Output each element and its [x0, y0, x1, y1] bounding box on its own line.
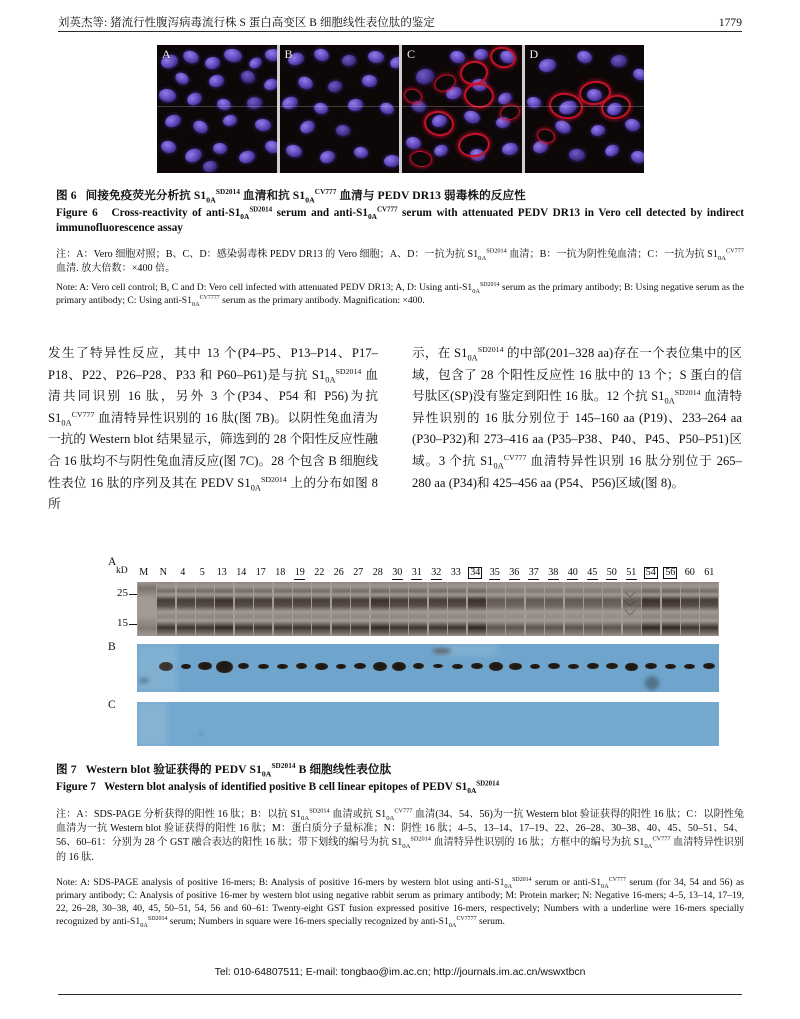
gel-lane-label-50	[602, 567, 622, 580]
gel-b-band-22	[315, 663, 328, 670]
gel-lane-label-text: M	[139, 567, 149, 578]
gel-a-lane-14	[235, 582, 253, 636]
gel-b-band-61	[703, 663, 715, 669]
gel-lane-label-text: 56	[665, 567, 676, 578]
gel-lane-label-text: 31	[411, 567, 422, 578]
gel-lane-label-text: 19	[294, 567, 305, 578]
figure7-note-en	[56, 876, 744, 928]
gel-lane-label-54	[641, 567, 661, 580]
figure7-note-cn-text: 注：A：SDS-PAGE 分析获得的阳性 16 肽；B：以抗 $S1_{0A}^{SD2014}$ 血清或抗 $S1_{0A}^{CV777}$ 血清(34、54、56)为一抗 Western blot 验证获得的阳性 16 肽；C：以阴性兔血清为一抗 Western blot 验证获得的阳性 16 肽；M：蛋白质分子量标准；N：阴性 16 肽；4–5、13–14、17–19、22、26–28、30–38、40、45、50–51、54、56、60–61：分别为 28 个 GST 融合表达的阳性 16 肽；带下划线的编号为抗 $S1_{0A}^{SD2014}$ 血清特异性识别的 16 肽；方框中的编号为抗 $S1_{0A}^{CV777}$ 血清特异性识别的 16 肽.	[56, 807, 744, 863]
gel-a-lane-28	[371, 582, 389, 636]
figure7-caption-cn	[56, 762, 744, 778]
gel-lane-label-N	[154, 567, 174, 580]
gel-b-band-19	[296, 663, 307, 669]
gel-b-band-4	[181, 664, 191, 669]
gel-lane-label-text: 5	[199, 567, 205, 578]
gel-b-band-30	[392, 662, 406, 671]
gel-a-lane-56	[662, 582, 680, 636]
gel-b-band-14	[238, 663, 249, 669]
gel-panel-b-letter: B	[108, 641, 116, 653]
figure6-caption-en-number: Figure 6	[56, 207, 98, 219]
figure7-gel-composite	[108, 556, 722, 748]
gel-lane-label-34	[466, 567, 486, 580]
gel-b-band-37	[530, 664, 540, 669]
gel-lane-label-22	[310, 567, 330, 580]
gel-lane-label-30	[388, 567, 408, 580]
gel-lane-label-45	[583, 567, 603, 580]
figure7-caption-cn-text: Western blot 验证获得的 PEDV $S1_{0A}^{SD2014}$ B 细胞线性表位肽	[85, 762, 392, 779]
scan-line	[157, 106, 277, 107]
gel-lane-label-32	[427, 567, 447, 580]
gel-a-lane-38	[545, 582, 563, 636]
figure6-note-en	[56, 281, 744, 307]
gel-kd-unit-label: kD	[116, 565, 128, 576]
figure6-note-cn	[56, 248, 744, 276]
gel-panel-c-letter: C	[108, 699, 116, 711]
gel-b-band-5	[198, 662, 212, 670]
scan-line	[280, 106, 400, 107]
body-column-right-text: 示，在 $S1_{0A}^{SD2014}$ 的中部(201–328 aa)存在一个表位集中的区域，包含了 28 个阳性反应性 16 肽中的 13 个；S 蛋白的信号肽区(SP)没有鉴定到阳性 16 肽。12 个抗 $S1_{0A}^{SD2014}$ 血清特异性识别的 16 肽分别位于 145–160 aa (P19)、233–264 aa (P30–P32)和 273–416 aa (P35–P38、P40、P45、P50–P51)区域。3 个抗 $S1_{0A}^{CV777}$ 血清特异性识别 16 肽分别位于 265–280 aa (P34)和 425–456 aa (P54、P56)区域(图 8)。	[412, 344, 742, 490]
gel-a-lane-54	[642, 582, 660, 636]
gel-b-band-50	[606, 663, 618, 669]
ifa-panel-a	[157, 45, 277, 173]
gel-panel-b-image	[137, 644, 719, 692]
gel-b-band-36	[509, 663, 522, 670]
gel-lane-label-38	[544, 567, 564, 580]
gel-a-lane-26	[332, 582, 350, 636]
gel-lane-label-text: 32	[431, 567, 442, 578]
gel-lane-label-17	[251, 567, 271, 580]
figure6-caption-cn-number: 图 6	[56, 189, 77, 202]
figure6-caption-cn-text: 间接免疫荧光分析抗 $S1_{0A}^{SD2014}$ 血清和抗 $S1_{0A}^{CV777}$ 血清与 PEDV DR13 弱毒株的反应性	[85, 188, 526, 205]
gel-lane-label-27	[349, 567, 369, 580]
figure6-caption-en	[56, 206, 744, 235]
body-column-right	[412, 343, 742, 494]
gel-b-band-32	[433, 664, 443, 668]
figure7-caption-en	[56, 780, 744, 795]
gel-a-lane-32	[429, 582, 447, 636]
gel-lane-label-26	[329, 567, 349, 580]
gel-b-band-17	[258, 664, 269, 669]
gel-lane-label-text: 38	[548, 567, 559, 578]
gel-lane-label-text: 61	[704, 567, 715, 578]
gel-b-band-34	[471, 663, 483, 669]
gel-lane-label-text: 45	[587, 567, 598, 578]
gel-lane-label-13	[212, 567, 232, 580]
gel-a-lane-45	[584, 582, 602, 636]
footer-rule	[58, 994, 742, 995]
ifa-panel-a-label: A	[162, 47, 171, 61]
gel-a-lane-container	[137, 582, 719, 636]
gel-lane-label-text: 60	[684, 567, 695, 578]
gel-a-lane-4	[177, 582, 195, 636]
gel-lane-label-text: 17	[255, 567, 266, 578]
ifa-panel-d-label: D	[529, 47, 539, 61]
mw-marker-15: 15	[117, 617, 128, 629]
gel-lane-label-40	[563, 567, 583, 580]
gel-a-lane-37	[526, 582, 544, 636]
gel-lane-label-18	[271, 567, 291, 580]
ifa-panel-b	[280, 45, 400, 173]
gel-lane-label-row	[134, 567, 719, 580]
gel-lane-label-61	[700, 567, 720, 580]
gel-a-lane-N	[157, 582, 175, 636]
gel-lane-label-text: 40	[567, 567, 578, 578]
gel-lane-label-4	[173, 567, 193, 580]
gel-a-lane-22	[312, 582, 330, 636]
gel-lane-label-text: 13	[216, 567, 227, 578]
body-column-left	[48, 343, 378, 516]
gel-b-band-container	[137, 644, 719, 692]
gel-a-lane-50	[603, 582, 621, 636]
ifa-panel-b-label: B	[284, 47, 293, 61]
gel-lane-label-56	[661, 567, 681, 580]
gel-a-lane-60	[681, 582, 699, 636]
scan-line	[402, 106, 522, 107]
gel-lane-label-36	[505, 567, 525, 580]
gel-lane-label-text: N	[159, 567, 167, 578]
running-head-title: 刘英杰等: 猪流行性腹泻病毒流行株 S 蛋白高变区 B 细胞线性表位肽的鉴定	[58, 17, 435, 29]
gel-b-band-38	[548, 663, 560, 669]
gel-panel-a-letter: A	[108, 556, 117, 568]
header-rule	[58, 31, 742, 32]
figure6-image-strip	[157, 45, 644, 173]
gel-lane-label-text: 50	[606, 567, 617, 578]
gel-b-band-13	[216, 661, 233, 673]
gel-a-lane-M	[138, 582, 156, 636]
gel-a-lane-27	[351, 582, 369, 636]
gel-lane-label-text: 37	[528, 567, 539, 578]
gel-lane-label-text: 34	[470, 567, 481, 578]
gel-b-band-54	[645, 663, 657, 669]
gel-a-lane-34	[468, 582, 486, 636]
gel-a-lane-33	[448, 582, 466, 636]
gel-a-lane-61	[700, 582, 718, 636]
scan-line	[525, 106, 645, 107]
gel-lane-label-5	[193, 567, 213, 580]
gel-lane-label-text: 14	[236, 567, 247, 578]
running-head	[58, 14, 742, 30]
gel-panel-c-image	[137, 702, 719, 746]
gel-lane-label-text: 27	[353, 567, 364, 578]
figure7-caption-cn-number: 图 7	[56, 763, 77, 776]
gel-lane-label-text: 35	[489, 567, 500, 578]
body-column-left-text: 发生了特异性反应，其中 13 个(P4–P5、P13–P14、P17–P18、P22、P26–P28、P33 和 P60–P61)是与抗 $S1_{0A}^{SD2014}$ 血清共同识别 16 肽，另外 3 个(P34、P54 和 P56)为抗 $S1_{0A}^{CV777}$ 血清特异性识别的 16 肽(图 7B)。以阴性兔血清为一抗的 Western blot 结果显示，筛选到的 28 个阳性反应性融合 16 肽均不与阴性兔血清反应(图 7C)。28 个包含 B 细胞线性表位 16 肽的序列及其在 PEDV $S1_{0A}^{SD2014}$ 上的分布如图 8 所	[48, 346, 379, 512]
gel-lane-label-text: 30	[392, 567, 403, 578]
gel-lane-label-60	[680, 567, 700, 580]
footer-contact: Tel: 010-64807511; E-mail: tongbao@im.ac.cn; http://journals.im.ac.cn/wswxtbcn	[214, 967, 586, 978]
gel-lane-label-31	[407, 567, 427, 580]
gel-a-lane-35	[487, 582, 505, 636]
page-number: 1779	[718, 17, 742, 29]
gel-a-lane-31	[409, 582, 427, 636]
gel-lane-label-text: 54	[645, 567, 656, 578]
gel-b-band-56	[665, 664, 676, 669]
gel-b-band-31	[413, 663, 424, 669]
gel-a-lane-40	[565, 582, 583, 636]
gel-lane-label-33	[446, 567, 466, 580]
gel-b-band-33	[452, 664, 463, 669]
mw-marker-25: 25	[117, 587, 128, 599]
gel-lane-label-text: 28	[372, 567, 383, 578]
gel-a-lane-13	[215, 582, 233, 636]
gel-lane-label-28	[368, 567, 388, 580]
gel-lane-label-text: 26	[333, 567, 344, 578]
gel-b-band-40	[568, 664, 579, 669]
gel-lane-label-51	[622, 567, 642, 580]
ifa-panel-c	[402, 45, 522, 173]
gel-b-band-51	[625, 663, 638, 671]
figure6-caption-en-text: Cross-reactivity of anti-$S1_{0A}^{SD2014}$ serum and anti-$S1_{0A}^{CV777}$ serum with attenuated PEDV DR13 in Vero cell detected by indirect immunofluorescence assay	[56, 205, 744, 234]
figure6-note-en-text: Note: A: Vero cell control; B, C and D: Vero cell infected with attenuated PEDV DR13; A, D: Using anti-$S1_{0A}^{SD2014}$ serum as the primary antibody; B: Using negative serum as the primary antibody; C: Using anti-$S1_{0A}^{CV7777}$ serum as the primary antibody. Magnification: ×400.	[56, 281, 744, 308]
gel-lane-label-M	[134, 567, 154, 580]
figure6-note-cn-text: 注：A：Vero 细胞对照；B、C、D：感染弱毒株 PEDV DR13 的 Vero 细胞；A、D：一抗为抗 $S1_{0A}^{SD2014}$ 血清；B：一抗为阴性兔血清；C：一抗为抗 $S1_{0A}^{CV777}$ 血清. 放大倍数：×400 倍。	[56, 247, 745, 275]
gel-a-lane-30	[390, 582, 408, 636]
gel-b-band-27	[354, 663, 366, 669]
gel-lane-label-text: 18	[275, 567, 286, 578]
gel-lane-label-text: 33	[450, 567, 461, 578]
gel-a-lane-19	[293, 582, 311, 636]
figure7-caption-en-number: Figure 7	[56, 781, 96, 793]
figure7-note-cn	[56, 808, 744, 865]
gel-a-lane-18	[274, 582, 292, 636]
gel-a-lane-36	[506, 582, 524, 636]
gel-b-band-45	[587, 663, 599, 669]
ifa-panel-c-label: C	[407, 47, 416, 61]
figure7-caption-en-text: Western blot analysis of identified positive B cell linear epitopes of PEDV $S1_{0A}^{SD2014}$	[104, 779, 500, 796]
gel-b-band-35	[489, 662, 503, 671]
gel-lane-label-text: 4	[180, 567, 186, 578]
gel-lane-label-text: 51	[626, 567, 637, 578]
gel-panel-a-image	[137, 582, 719, 636]
gel-lane-label-14	[232, 567, 252, 580]
gel-b-band-26	[336, 664, 346, 669]
gel-lane-label-text: 22	[314, 567, 325, 578]
figure7-note-en-text: Note: A: SDS-PAGE analysis of positive 16-mers; B: Analysis of positive 16-mers by western blot using anti-$S1_{0A}^{SD2014}$ serum or anti-$S1_{0A}^{CV777}$ serum (for 34, 54 and 56) as primary antibody; C: Analysis of positive 16-mer by western blot using negative rabbit serum as primary antibody; M: Protein marker; N: Negative 16-mers; 4–5, 13–14, 17–19, 22, 26–28, 30–38, 40, 45, 50–51, 54, 56 and 60–61: Twenty-eight GST fusion expressed positive 16-mers, respectively; Numbers with a underline were 16-mers specially recognized by anti-$S1_{0A}^{SD2014}$ serum; Numbers in square were 16-mers specially recognized by anti-$S1_{0A}^{CV7777}$ serum.	[56, 876, 744, 929]
gel-lane-label-37	[524, 567, 544, 580]
gel-b-band-60	[684, 664, 695, 669]
gel-b-band-18	[277, 664, 288, 669]
ifa-panel-d	[525, 45, 645, 173]
gel-b-band-28	[373, 662, 387, 671]
gel-lane-label-text: 36	[509, 567, 520, 578]
figure6-caption-cn	[56, 188, 744, 204]
gel-lane-label-35	[485, 567, 505, 580]
gel-lane-label-19	[290, 567, 310, 580]
gel-a-lane-5	[196, 582, 214, 636]
gel-a-lane-17	[254, 582, 272, 636]
